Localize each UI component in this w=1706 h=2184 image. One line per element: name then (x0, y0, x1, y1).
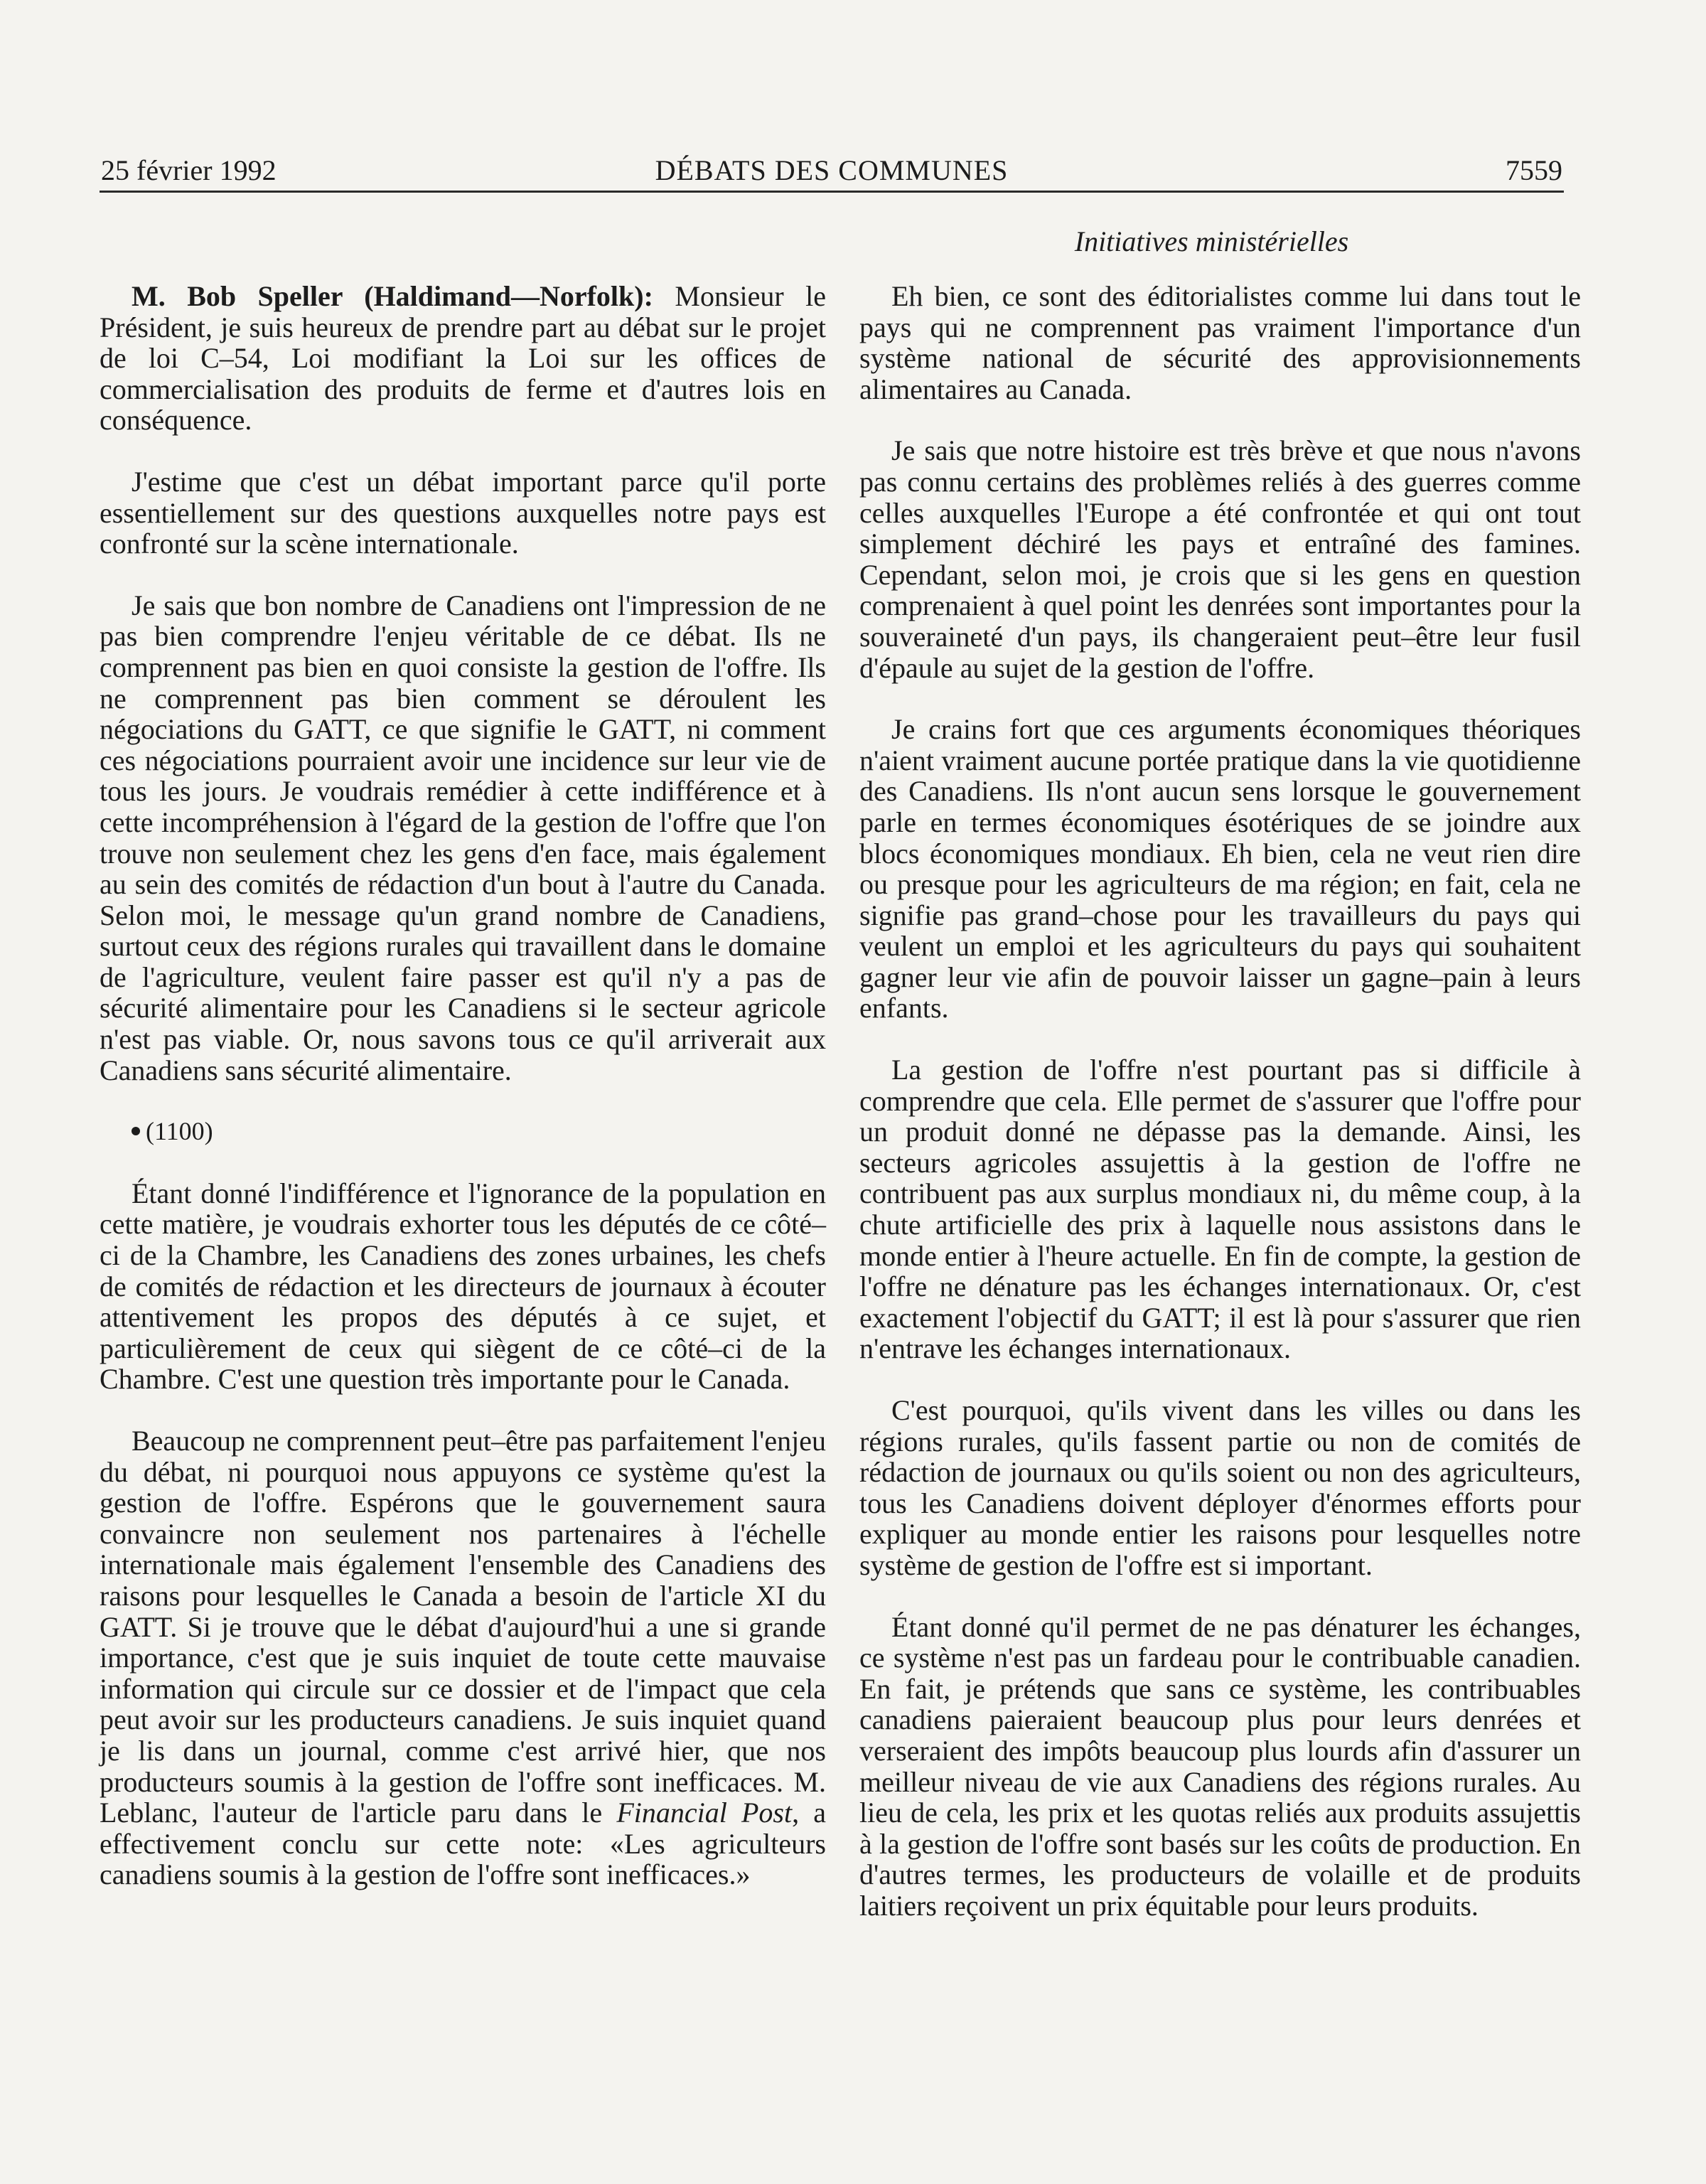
timestamp (100, 1116, 826, 1147)
section-title: Initiatives ministérielles (1074, 225, 1349, 257)
publication-title: Financial Post (616, 1797, 793, 1829)
paragraph: Je sais que notre histoire est très brève et que nous n'avons pas connu certains des problèmes reliés à des guerres comme celles auxquelles l'Europe a été confrontée et qui ont tout simplement déchiré les pays et entraîné des famines. Cependant, selon moi, je crois que si les gens en question comprenaient à quel point les denrées sont importantes pour la souveraineté d'un pays, ils changeraient peut–être leur fusil d'épaule au sujet de la gestion de l'offre. (859, 434, 1581, 684)
paragraph: Je sais que bon nombre de Canadiens ont l'impression de ne pas bien comprendre l'enjeu véritable de ce débat. Ils ne comprennent pas bien en quoi consiste la gestion de l'offre. Ils ne comprennent pas bien comment se déroulent les négociations du GATT, ce que signifie le GATT, ni comment ces négociations pourraient avoir une incidence sur leur vie de tous les jours. Je voudrais remédier à cette indifférence et à cette incompréhension à l'égard de la gestion de l'offre que l'on trouve non seulement chez les gens d'en face, mais également au sein des comités de rédaction d'un bout à l'autre du Canada. Selon moi, le message qu'un grand nombre de Canadiens, surtout ceux des régions rurales qui travaillent dans le domaine de l'agriculture, veulent faire passer est qu'il n'y a pas de sécurité alimentaire pour les Canadiens si le secteur agricole n'est pas viable. Or, nous savons tous ce qu'il arriverait aux Canadiens sans sécurité alimentaire. (100, 589, 826, 1086)
paragraph: Étant donné qu'il permet de ne pas dénaturer les échanges, ce système n'est pas un fardeau pour le contribuable canadien. En fait, je prétends que sans ce système, les contribuables canadiens paieraient beaucoup plus pour leurs denrées et verseraient des impôts beaucoup plus lourds afin d'assurer un meilleur niveau de vie aux Canadiens des régions rurales. Au lieu de cela, les prix et les quotas reliés aux produits assujettis à la gestion de l'offre sont basés sur les coûts de production. En d'autres termes, les producteurs de volaille et de produits laitiers reçoivent un prix équitable pour leurs produits. (859, 1610, 1581, 1922)
bullet-icon (132, 1127, 140, 1135)
page-number: 7559 (1506, 154, 1562, 186)
header-date: 25 février 1992 (101, 154, 277, 186)
paragraph-text: , a effectivement conclu sur cette note: «Les agriculteurs canadiens soumis à la gestion de l'offre sont inefficaces.» (100, 1797, 826, 1891)
paragraph (100, 1425, 826, 1890)
speaker-name: M. Bob Speller (Haldimand—Norfolk): (132, 280, 653, 312)
paragraph: Je crains fort que ces arguments économiques théoriques n'aient vraiment aucune portée pratique dans la vie quotidienne des Canadiens. Ils n'ont aucun sens lorsque le gouvernement parle en termes économiques ésotériques de se joindre aux blocs économiques mondiaux. Eh bien, cela ne veut rien dire ou presque pour les agriculteurs de ma région; en fait, cela ne signifie pas grand–chose pour les travailleurs du pays qui veulent un emploi et les agriculteurs du pays qui souhaitent gagner leur vie afin de pouvoir laisser un gagne–pain à leurs enfants. (859, 713, 1581, 1024)
page-header (100, 151, 1564, 193)
right-column (859, 281, 1581, 1952)
paragraph-text: Beaucoup ne comprennent peut–être pas parfaitement l'enjeu du débat, ni pourquoi nous appuyons ce système qu'est la gestion de l'offre. Espérons que le gouvernement saura convaincre non seulement nos partenaires à l'échelle internationale mais également l'ensemble des Canadiens des raisons pour lesquelles le Canada a besoin de l'article XI du GATT. Si je trouve que le débat d'aujourd'hui a une si grande importance, c'est que je suis inquiet de toute cette mauvaise information qui circule sur ce dossier et de l'impact que cela peut avoir sur les producteurs canadiens. Je suis inquiet quand je lis dans un journal, comme c'est arrivé hier, que nos producteurs soumis à la gestion de l'offre sont inefficaces. M. Leblanc, l'auteur de l'article paru dans le (100, 1425, 826, 1829)
paragraph (100, 281, 826, 436)
paragraph: La gestion de l'offre n'est pourtant pas si difficile à comprendre que cela. Elle permet de s'assurer que l'offre pour un produit donné ne dépasse pas la demande. Ainsi, les secteurs agricoles assujettis à la gestion de l'offre ne contribuent pas aux surplus mondiaux ni, du même coup, à la chute artificielle des prix à laquelle nous assistons dans le monde entier à l'heure actuelle. En fin de compte, la gestion de l'offre ne dénature pas les échanges internationaux. Or, c'est exactement l'objectif du GATT; il est là pour s'assurer que rien n'entrave les échanges internationaux. (859, 1054, 1581, 1365)
timestamp-text: (1100) (146, 1117, 213, 1146)
paragraph: Étant donné l'indifférence et l'ignorance de la population en cette matière, je voudrais exhorter tous les députés de ce côté–ci de la Chambre, les Canadiens des zones urbaines, les chefs de comités de rédaction et les directeurs de journaux à écouter attentivement les propos des députés à ce sujet, et particulièrement de ceux qui siègent de ce côté–ci de la Chambre. C'est une question très importante pour le Canada. (100, 1177, 826, 1396)
header-title: DÉBATS DES COMMUNES (655, 154, 1009, 186)
left-column (100, 281, 826, 1921)
paragraph: Eh bien, ce sont des éditorialistes comme lui dans tout le pays qui ne comprennent pas vraiment l'importance d'un système national de sécurité des approvisionnements alimentaires au Canada. (859, 280, 1581, 405)
paragraph-text: Monsieur le Président, je suis heureux de prendre part au débat sur le projet de loi C–54, Loi modifiant la Loi sur les offices de commercialisation des produits de ferme et d'autres lois en conséquence. (100, 280, 826, 437)
paragraph: C'est pourquoi, qu'ils vivent dans les villes ou dans les régions rurales, qu'ils fassent partie ou non de comités de rédaction de journaux ou qu'ils soient ou non des agriculteurs, tous les Canadiens doivent déployer d'énormes efforts pour expliquer au monde entier les raisons pour lesquelles notre système de gestion de l'offre est si important. (859, 1394, 1581, 1581)
paragraph: J'estime que c'est un débat important parce qu'il porte essentiellement sur des questions auxquelles notre pays est confronté sur la scène internationale. (100, 465, 826, 560)
